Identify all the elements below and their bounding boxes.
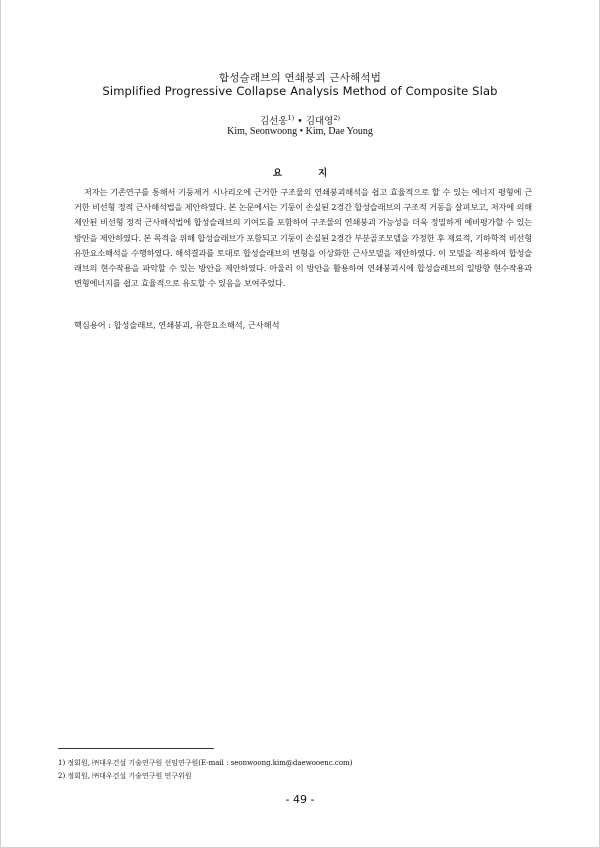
author-list-korean <box>0 113 600 127</box>
footnote-divider <box>58 748 214 749</box>
author-1-footnote-mark: 1) <box>287 113 295 122</box>
abstract-heading: 요지 <box>272 168 364 179</box>
author-separator: • <box>294 116 306 127</box>
author-2-name: 김대영 <box>305 116 334 127</box>
paper-title-english: Simplified Progressive Collapse Analysis Method of Composite Slab <box>102 84 498 98</box>
page-number: - 49 - <box>285 793 315 806</box>
abstract-body: 저자는 기존연구를 통해서 기둥제거 시나리오에 근거한 구조물의 연쇄붕괴해석을 쉽고 효율적으로 할 수 있는 에너지 평형에 근거한 비선형 정적 근사해석법을 제안하였다. 본 논문에서는 기둥이 손실된 2경간 합성슬래브의 구조적 거동을 살펴보고, 저자에 의해 제안된 비선형 정적 근사해석법에 합성슬래브의 기여도를 포함하여 구조물의 연쇄붕괴 가능성을 더욱 정밀하게 예비평가할 수 있는 방안을 제안하였다. 본 목적을 위해 합성슬래브가 포함되고 기둥이 손실된 2경간 부분골조모델을 가정한 후 재료적, 기하학적 비선형 유한요소해석을 수행하였다. 해석결과를 토대로 합성슬래브의 변형을 이상화한 근사모델을 제안하였다. 이 모델을 적용하여 합성슬래브의 현수작용을 파악할 수 있는 방안을 제안하였다. 아울러 이 방안을 활용하여 연쇄붕괴시에 합성슬래브의 일방향 현수작용과 변형에너지를 쉽고 효율적으로 유도할 수 있음을 보여주었다. <box>74 187 532 289</box>
author-2-footnote-mark: 2) <box>333 113 341 122</box>
footnote-2: 2) 정회원, ㈜대우건설 기술연구원 연구위원 <box>58 771 192 780</box>
footnote-1: 1) 정회원, ㈜대우건설 기술연구원 선임연구원(E-mail : seonwoong.kim@daewooenc.com) <box>58 759 353 767</box>
paper-title-korean: 합성슬래브의 연쇄붕괴 근사해석법 <box>218 72 382 84</box>
footnotes <box>58 757 538 782</box>
author-list-english: Kim, Seonwoong • Kim, Dae Young <box>227 126 373 137</box>
author-1-name: 김선웅 <box>259 116 288 127</box>
keywords-line: 핵심용어 : 합성슬래브, 연쇄붕괴, 유한요소해석, 근사해석 <box>74 320 280 330</box>
